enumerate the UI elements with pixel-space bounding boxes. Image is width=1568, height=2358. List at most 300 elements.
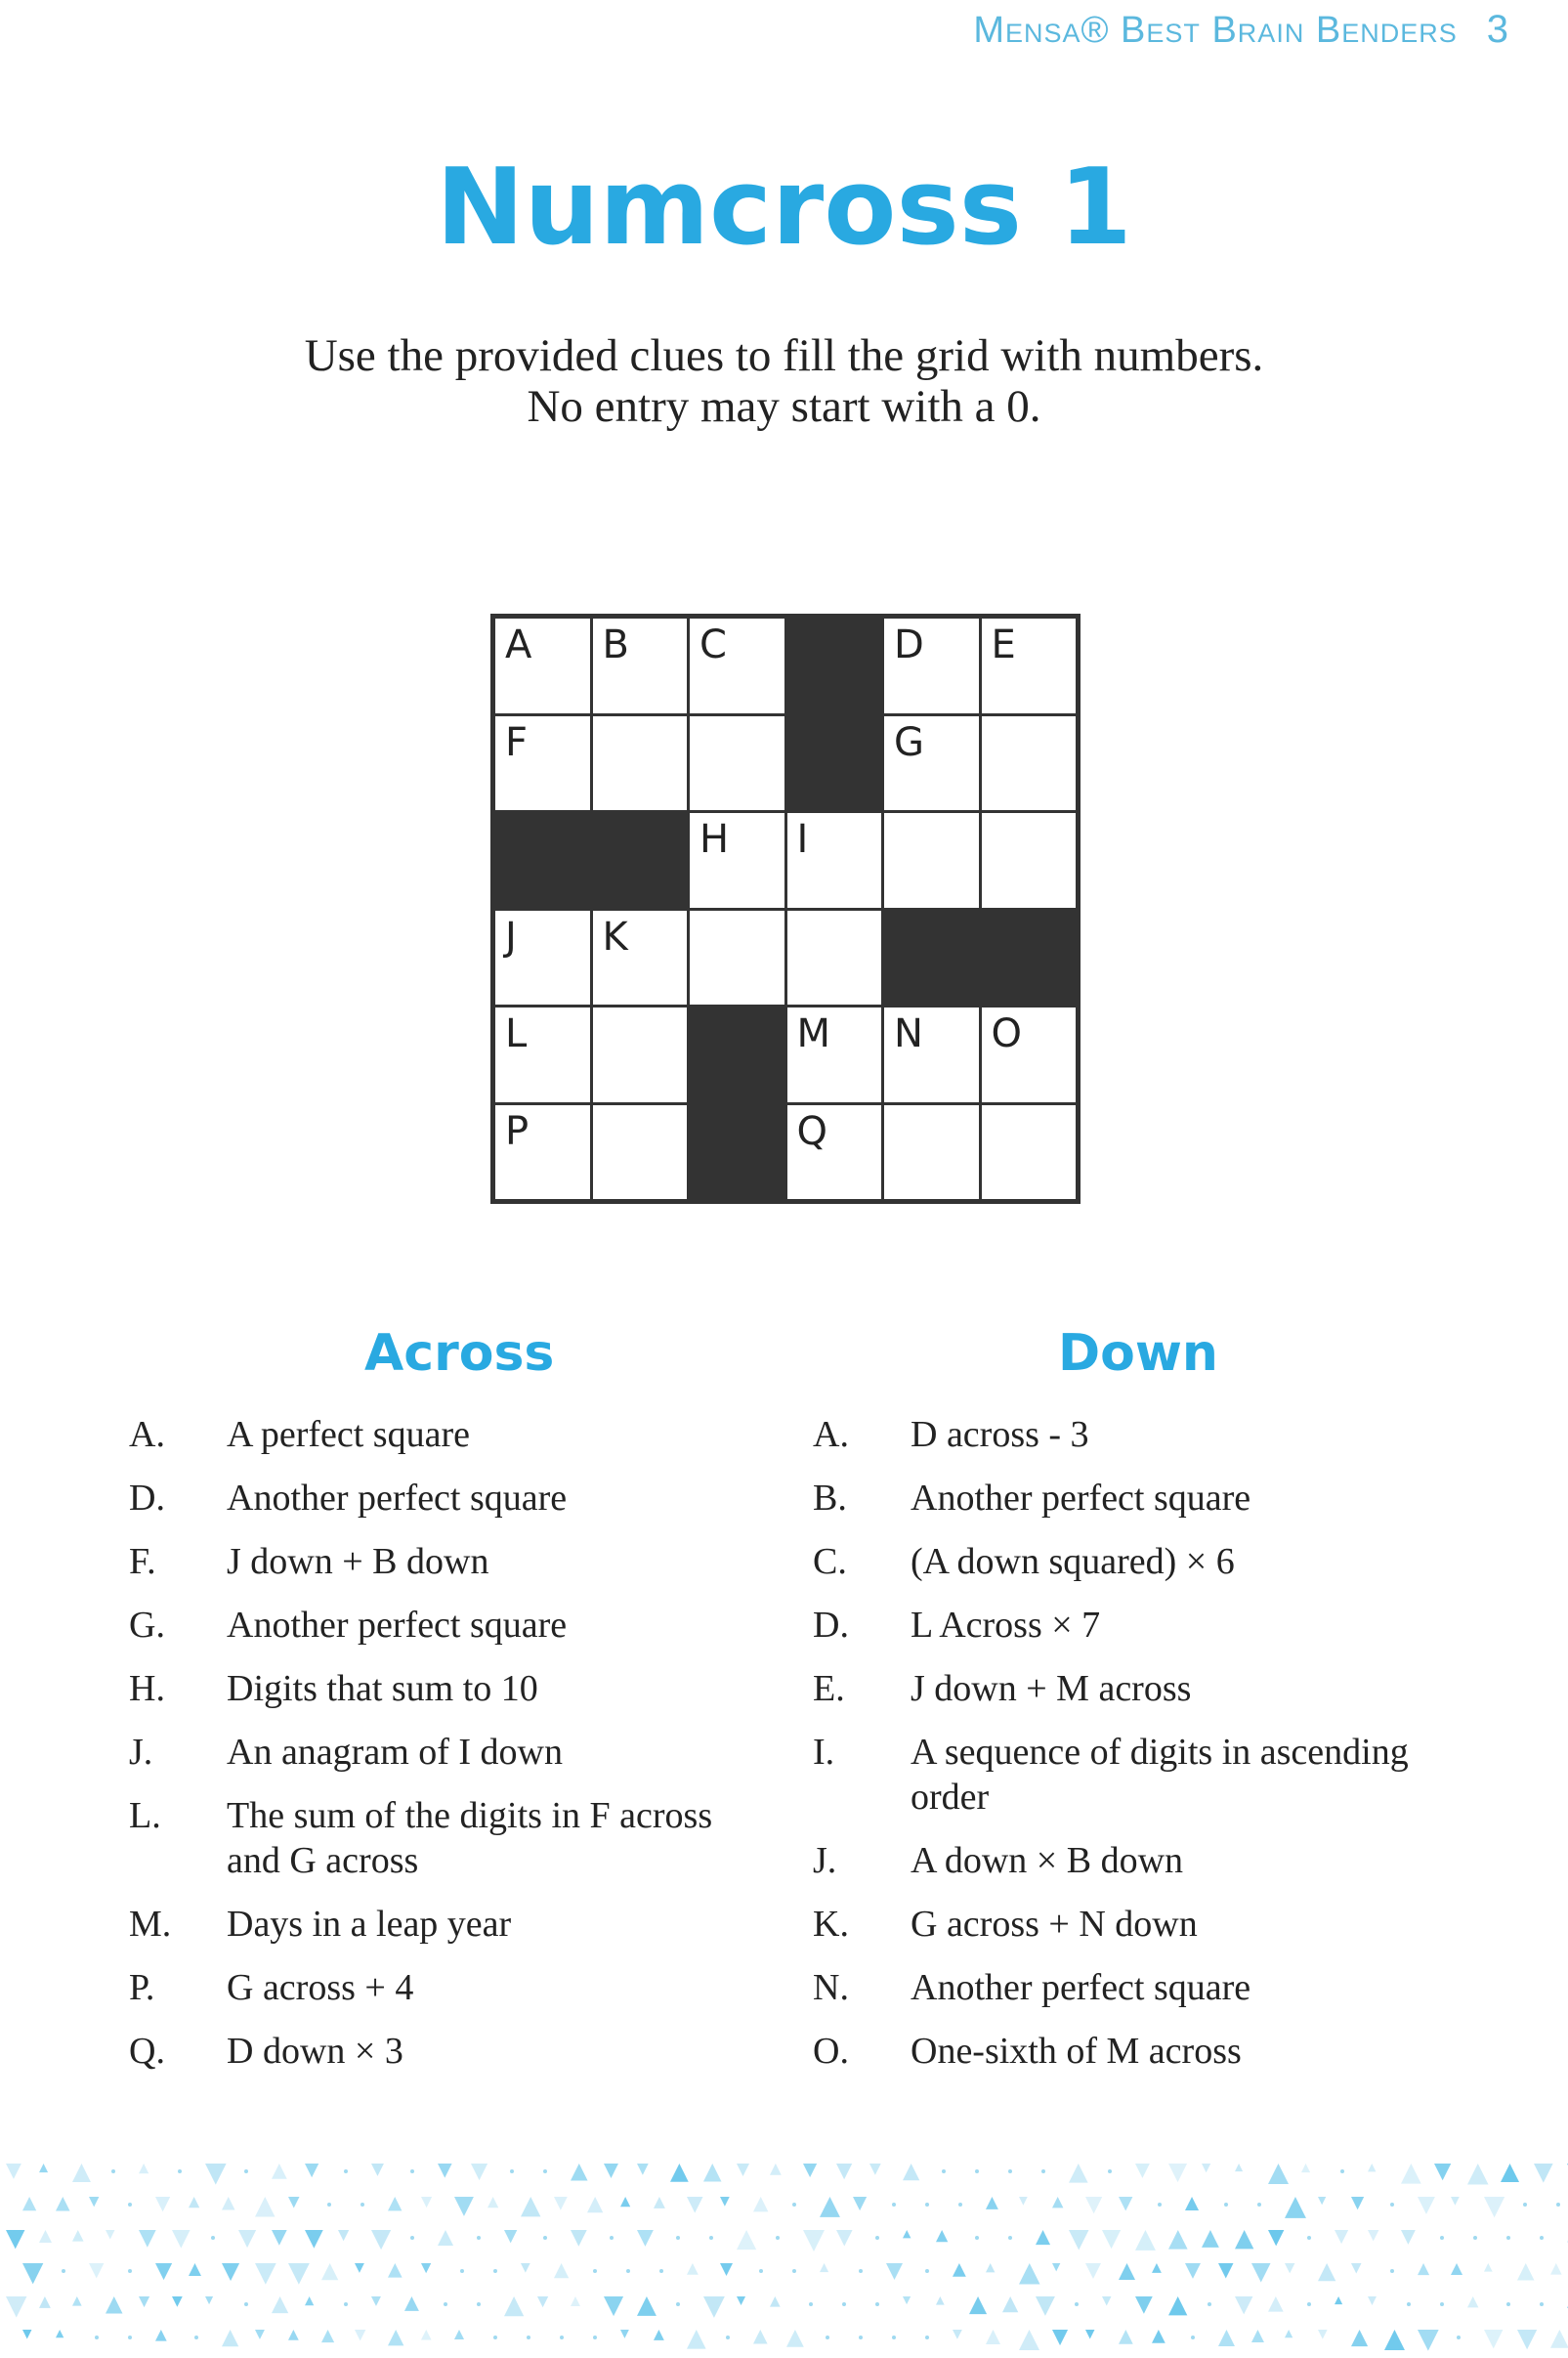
clue-text: G across + 4: [227, 1967, 414, 2008]
cell-label: I: [796, 817, 809, 862]
pattern-triangle: [571, 2296, 580, 2306]
triangle-pattern-footer: [0, 2140, 1568, 2358]
pattern-triangle: [72, 2230, 84, 2242]
cell-label: Q: [796, 1108, 827, 1154]
grid-cell[interactable]: [982, 813, 1077, 908]
pattern-triangle: [1119, 2197, 1132, 2210]
clue-item: [813, 2029, 1458, 2074]
pattern-dot: [1473, 2236, 1477, 2240]
grid-cell[interactable]: [884, 1105, 979, 1200]
pattern-dot: [1108, 2169, 1112, 2173]
pattern-triangle: [720, 2197, 730, 2207]
pattern-triangle: [139, 2164, 148, 2173]
pattern-triangle: [1152, 2263, 1162, 2273]
grid-cell[interactable]: [593, 619, 688, 713]
pattern-triangle: [189, 2263, 201, 2276]
pattern-triangle: [39, 2296, 51, 2308]
pattern-triangle: [22, 2330, 31, 2338]
cell-label: N: [894, 1011, 923, 1056]
pattern-triangle: [205, 2296, 213, 2304]
clue-label: B.: [813, 1478, 847, 1519]
grid-cell[interactable]: [787, 1008, 882, 1102]
pattern-triangle: [1102, 2230, 1121, 2249]
pattern-dot: [925, 2336, 929, 2339]
pattern-dot: [327, 2203, 331, 2207]
pattern-dot: [892, 2336, 896, 2339]
pattern-triangle: [1218, 2263, 1234, 2279]
pattern-triangle: [89, 2197, 99, 2207]
pattern-triangle: [222, 2197, 235, 2210]
pattern-triangle: [654, 2330, 664, 2340]
cell-label: K: [602, 914, 628, 960]
pattern-triangle: [1285, 2330, 1293, 2337]
clue-item: [129, 1793, 774, 1883]
pattern-triangle: [1251, 2263, 1271, 2283]
clue-text: Another perfect square: [911, 1967, 1251, 2008]
pattern-triangle: [471, 2164, 487, 2180]
clue-label: J.: [129, 1732, 153, 1773]
pattern-triangle: [936, 2296, 945, 2305]
pattern-dot: [244, 2302, 248, 2306]
cell-label: L: [505, 1011, 528, 1056]
pattern-triangle: [620, 2330, 629, 2338]
pattern-triangle: [238, 2230, 256, 2248]
pattern-triangle: [703, 2296, 725, 2318]
grid-cell[interactable]: [787, 1105, 882, 1200]
numcross-grid: [490, 614, 1081, 1204]
clue-item: [129, 1965, 774, 2010]
instructions: [0, 330, 1568, 432]
pattern-triangle: [637, 2296, 657, 2316]
clue-label: A.: [813, 1414, 849, 1455]
clue-label: M.: [129, 1904, 172, 1945]
pattern-triangle: [1168, 2164, 1187, 2182]
grid-cell[interactable]: [884, 716, 979, 811]
pattern-triangle: [537, 2296, 548, 2307]
pattern-triangle: [172, 2230, 191, 2249]
pattern-triangle: [1501, 2164, 1519, 2182]
clue-label: C.: [813, 1541, 847, 1582]
black-cell: [787, 619, 882, 713]
clue-item: [813, 1539, 1458, 1584]
clue-text: Digits that sum to 10: [227, 1668, 538, 1709]
pattern-triangle: [1019, 2263, 1040, 2285]
pattern-dot: [842, 2302, 846, 2306]
pattern-triangle: [1052, 2197, 1063, 2208]
pattern-triangle: [355, 2263, 364, 2273]
clue-item: [129, 1412, 774, 1457]
clue-item: [129, 1603, 774, 1648]
pattern-triangle: [421, 2330, 432, 2340]
pattern-triangle: [155, 2263, 172, 2280]
pattern-triangle: [869, 2164, 881, 2175]
clue-item: [129, 2029, 774, 2074]
grid-cell[interactable]: [593, 1008, 688, 1102]
pattern-dot: [493, 2336, 497, 2339]
instruction-line: Use the provided clues to fill the grid with numbers.: [304, 330, 1264, 381]
pattern-dot: [626, 2269, 630, 2273]
pattern-dot: [1208, 2302, 1211, 2306]
pattern-triangle: [803, 2230, 825, 2251]
pattern-triangle: [1202, 2230, 1219, 2248]
pattern-dot: [477, 2236, 481, 2240]
pattern-triangle: [272, 2164, 287, 2179]
pattern-dot: [676, 2236, 680, 2240]
grid-cell[interactable]: [884, 1008, 979, 1102]
clue-text: G across + N down: [911, 1904, 1198, 1945]
pattern-triangle: [338, 2230, 349, 2241]
pattern-dot: [1224, 2203, 1228, 2207]
grid-cell[interactable]: [495, 911, 590, 1006]
clue-text: A perfect square: [227, 1414, 470, 1455]
pattern-triangle: [1268, 2296, 1284, 2312]
pattern-triangle: [1235, 2164, 1243, 2171]
pattern-dot: [194, 2336, 198, 2339]
pattern-triangle: [637, 2230, 654, 2247]
cell-label: E: [991, 622, 1016, 667]
pattern-triangle: [388, 2197, 402, 2210]
clue-label: D.: [813, 1605, 849, 1646]
clue-item: [129, 1902, 774, 1947]
pattern-dot: [62, 2269, 65, 2273]
pattern-dot: [95, 2336, 99, 2339]
clue-item: [813, 1838, 1458, 1883]
pattern-dot: [510, 2169, 514, 2173]
pattern-triangle: [554, 2263, 569, 2278]
pattern-dot: [1440, 2302, 1444, 2306]
grid-cell[interactable]: [593, 716, 688, 811]
pattern-triangle: [438, 2230, 453, 2246]
clue-text: J down + B down: [227, 1541, 489, 1582]
pattern-triangle: [172, 2296, 183, 2307]
grid-cell[interactable]: [982, 1105, 1077, 1200]
clue-label: G.: [129, 1605, 165, 1646]
pattern-triangle: [1451, 2197, 1460, 2206]
pattern-triangle: [56, 2330, 64, 2337]
grid-cell[interactable]: [593, 1105, 688, 1200]
pattern-triangle: [255, 2330, 265, 2339]
clue-label: K.: [813, 1904, 849, 1945]
pattern-dot: [958, 2203, 962, 2207]
pattern-triangle: [1335, 2296, 1342, 2304]
pattern-dot: [1440, 2236, 1444, 2240]
pattern-triangle: [720, 2263, 733, 2276]
clue-label: F.: [129, 1541, 156, 1582]
cell-label: A: [505, 622, 532, 667]
pattern-dot: [344, 2302, 348, 2306]
pattern-triangle: [222, 2263, 239, 2281]
pattern-dot: [560, 2336, 564, 2339]
grid-cell[interactable]: [690, 716, 784, 811]
grid-cell[interactable]: [884, 619, 979, 713]
pattern-dot: [1506, 2236, 1510, 2240]
black-cell: [787, 716, 882, 811]
pattern-triangle: [1517, 2330, 1537, 2349]
pattern-dot: [593, 2269, 597, 2273]
pattern-dot: [1556, 2203, 1560, 2207]
clue-label: A.: [129, 1414, 165, 1455]
pattern-dot: [1540, 2236, 1544, 2240]
clue-label: Q.: [129, 2031, 165, 2072]
pattern-triangle: [1052, 2330, 1068, 2345]
pattern-triangle: [371, 2164, 384, 2176]
pattern-triangle: [1467, 2296, 1478, 2307]
pattern-triangle: [1235, 2230, 1253, 2249]
pattern-dot: [1158, 2203, 1162, 2207]
pattern-triangle: [1102, 2296, 1111, 2305]
pattern-triangle: [504, 2230, 517, 2243]
grid-cell[interactable]: [690, 619, 784, 713]
pattern-dot: [444, 2302, 447, 2306]
pattern-triangle: [454, 2330, 464, 2339]
across-heading: Across: [364, 1324, 555, 1383]
pattern-triangle: [1069, 2230, 1089, 2251]
cell-label: O: [991, 1011, 1022, 1056]
pattern-triangle: [1484, 2330, 1503, 2348]
pattern-triangle: [1152, 2330, 1165, 2343]
pattern-triangle: [1218, 2330, 1235, 2346]
clue-item: [813, 1476, 1458, 1521]
pattern-triangle: [1119, 2330, 1133, 2344]
pattern-triangle: [737, 2230, 756, 2250]
grid-cell[interactable]: [690, 813, 784, 908]
pattern-dot: [892, 2203, 896, 2207]
pattern-triangle: [753, 2197, 768, 2211]
pattern-triangle: [786, 2330, 804, 2347]
pattern-triangle: [1135, 2296, 1153, 2314]
pattern-triangle: [571, 2230, 587, 2247]
pattern-triangle: [654, 2197, 665, 2208]
pattern-triangle: [321, 2330, 334, 2342]
down-heading: Down: [1058, 1324, 1218, 1383]
pattern-triangle: [371, 2296, 381, 2306]
pattern-triangle: [355, 2330, 365, 2340]
clue-label: P.: [129, 1967, 155, 2008]
pattern-triangle: [139, 2296, 149, 2307]
grid-cell[interactable]: [495, 1008, 590, 1102]
pattern-dot: [410, 2236, 414, 2240]
pattern-triangle: [1119, 2263, 1135, 2280]
pattern-triangle: [687, 2330, 706, 2349]
pattern-triangle: [222, 2330, 238, 2346]
pattern-triangle: [106, 2296, 123, 2314]
black-cell: [982, 911, 1077, 1006]
pattern-triangle: [853, 2197, 867, 2210]
pattern-dot: [344, 2169, 348, 2173]
pattern-dot: [925, 2203, 929, 2207]
pattern-dot: [477, 2302, 481, 2306]
black-cell: [884, 911, 979, 1006]
pattern-dot: [128, 2203, 132, 2207]
pattern-triangle: [1285, 2197, 1306, 2218]
pattern-triangle: [836, 2230, 853, 2247]
clue-text: The sum of the digits in F across and G across: [227, 1795, 713, 1881]
pattern-triangle: [886, 2263, 903, 2280]
pattern-triangle: [953, 2330, 962, 2339]
pattern-dot: [1191, 2336, 1195, 2339]
pattern-triangle: [587, 2197, 603, 2212]
clue-label: E.: [813, 1668, 845, 1709]
pattern-triangle: [986, 2197, 998, 2209]
pattern-dot: [826, 2336, 829, 2339]
grid-cell[interactable]: [982, 1008, 1077, 1102]
pattern-triangle: [1418, 2197, 1435, 2214]
pattern-triangle: [521, 2263, 530, 2273]
pattern-triangle: [1085, 2197, 1102, 2213]
pattern-triangle: [737, 2164, 749, 2176]
pattern-triangle: [371, 2230, 391, 2250]
pattern-dot: [244, 2169, 248, 2173]
pattern-triangle: [1002, 2296, 1018, 2312]
pattern-dot: [1390, 2269, 1394, 2273]
pattern-triangle: [72, 2164, 91, 2182]
pattern-dot: [1307, 2302, 1311, 2306]
pattern-triangle: [1550, 2330, 1568, 2348]
clue-text: Another perfect square: [911, 1478, 1251, 1519]
pattern-triangle: [903, 2296, 911, 2304]
clue-item: [813, 1730, 1458, 1820]
pattern-triangle: [438, 2164, 452, 2178]
pattern-triangle: [1085, 2263, 1101, 2279]
pattern-triangle: [255, 2197, 275, 2217]
pattern-dot: [859, 2269, 863, 2273]
pattern-triangle: [820, 2197, 840, 2217]
pattern-dot: [111, 2169, 115, 2173]
pattern-dot: [1506, 2302, 1510, 2306]
pattern-triangle: [1318, 2263, 1335, 2281]
pattern-triangle: [1351, 2197, 1364, 2209]
pattern-triangle: [22, 2263, 43, 2284]
pattern-triangle: [1517, 2263, 1534, 2280]
grid-cells: [495, 619, 1076, 1199]
pattern-triangle: [288, 2263, 310, 2285]
cell-label: C: [699, 622, 727, 667]
pattern-triangle: [504, 2296, 524, 2316]
pattern-triangle: [89, 2263, 104, 2278]
pattern-dot: [410, 2169, 414, 2173]
clue-label: J.: [813, 1840, 837, 1881]
pattern-triangle: [903, 2230, 911, 2238]
pattern-triangle: [1251, 2330, 1264, 2342]
pattern-triangle: [620, 2197, 630, 2207]
down-clues: [813, 1412, 1458, 2092]
pattern-triangle: [1036, 2296, 1055, 2316]
grid-cell[interactable]: [495, 1105, 590, 1200]
pattern-dot: [1390, 2203, 1394, 2207]
grid-cell[interactable]: [787, 813, 882, 908]
pattern-dot: [925, 2269, 929, 2273]
clue-text: An anagram of I down: [227, 1732, 564, 1773]
pattern-triangle: [1418, 2263, 1429, 2275]
grid-cell[interactable]: [982, 619, 1077, 713]
pattern-triangle: [1085, 2330, 1094, 2338]
pattern-dot: [128, 2269, 132, 2273]
pattern-dot: [593, 2336, 597, 2339]
clue-text: L Across × 7: [911, 1605, 1101, 1646]
pattern-dot: [759, 2269, 763, 2273]
pattern-triangle: [1235, 2296, 1252, 2314]
pattern-dot: [493, 2269, 497, 2273]
pattern-triangle: [903, 2164, 919, 2180]
clue-text: J down + M across: [911, 1668, 1192, 1709]
clue-item: [129, 1666, 774, 1711]
pattern-triangle: [288, 2197, 300, 2208]
pattern-dot: [360, 2203, 364, 2207]
pattern-triangle: [421, 2263, 431, 2273]
grid-cell[interactable]: [495, 619, 590, 713]
pattern-triangle: [1335, 2230, 1348, 2244]
pattern-triangle: [6, 2164, 21, 2179]
clue-item: [813, 1902, 1458, 1947]
pattern-triangle: [56, 2197, 70, 2211]
pattern-triangle: [272, 2230, 287, 2246]
pattern-dot: [128, 2336, 132, 2339]
pattern-triangle: [72, 2296, 82, 2306]
pattern-triangle: [404, 2296, 419, 2311]
pattern-triangle: [753, 2330, 768, 2344]
pattern-dot: [676, 2302, 680, 2306]
grid-cell[interactable]: [982, 716, 1077, 811]
grid-cell[interactable]: [495, 716, 590, 811]
pattern-triangle: [189, 2197, 199, 2208]
pattern-triangle: [305, 2230, 323, 2249]
pattern-triangle: [454, 2197, 474, 2216]
clue-item: [129, 1476, 774, 1521]
clue-text: One-sixth of M across: [911, 2031, 1242, 2072]
pattern-triangle: [604, 2164, 618, 2178]
grid-cell[interactable]: [690, 911, 784, 1006]
pattern-triangle: [487, 2197, 498, 2208]
pattern-dot: [709, 2236, 713, 2240]
clue-label: N.: [813, 1967, 849, 2008]
pattern-triangle: [703, 2164, 721, 2181]
pattern-triangle: [1401, 2164, 1421, 2184]
pattern-triangle: [1268, 2164, 1289, 2184]
pattern-dot: [875, 2236, 879, 2240]
clue-text: D across - 3: [911, 1414, 1089, 1455]
across-clues: [129, 1412, 774, 2092]
pattern-triangle: [305, 2164, 318, 2177]
grid-cell[interactable]: [787, 911, 882, 1006]
pattern-triangle: [521, 2197, 540, 2216]
grid-cell[interactable]: [884, 813, 979, 908]
pattern-dot: [178, 2169, 182, 2173]
clue-text: A down × B down: [911, 1840, 1184, 1881]
pattern-triangle: [1301, 2164, 1310, 2172]
pattern-triangle: [986, 2330, 1000, 2344]
pattern-triangle: [1185, 2263, 1201, 2279]
pattern-triangle: [1351, 2330, 1368, 2346]
pattern-triangle: [1268, 2230, 1284, 2246]
grid-cell[interactable]: [593, 911, 688, 1006]
pattern-dot: [942, 2169, 946, 2173]
cell-label: H: [699, 817, 730, 862]
pattern-triangle: [637, 2164, 649, 2175]
clue-label: H.: [129, 1668, 165, 1709]
clue-text: Another perfect square: [227, 1605, 568, 1646]
pattern-triangle: [1401, 2230, 1416, 2245]
pattern-triangle: [571, 2164, 588, 2181]
pattern-triangle: [1318, 2197, 1326, 2205]
pattern-triangle: [1550, 2263, 1562, 2275]
pattern-triangle: [205, 2164, 227, 2185]
pattern-triangle: [670, 2164, 689, 2182]
pattern-triangle: [803, 2164, 817, 2177]
pattern-triangle: [22, 2197, 36, 2210]
cell-label: J: [505, 914, 517, 960]
clue-item: [129, 1539, 774, 1584]
pattern-triangle: [687, 2197, 703, 2213]
